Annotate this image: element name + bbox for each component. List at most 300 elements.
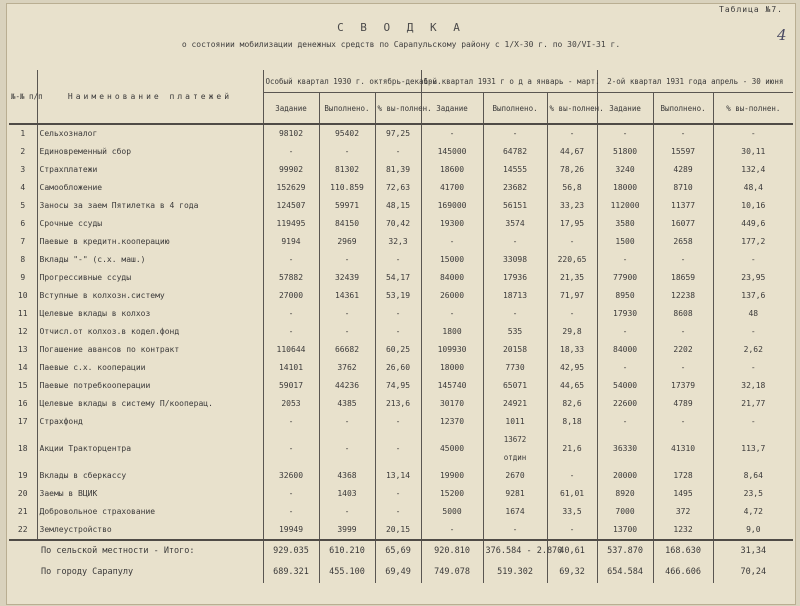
value-cell: - xyxy=(483,521,547,540)
value-cell: 24921 xyxy=(483,395,547,413)
table-row xyxy=(9,395,793,413)
value-cell: 177,2 xyxy=(741,237,766,246)
payment-name: Погашение авансов по контракт xyxy=(37,341,263,359)
value-cell: 4,72 xyxy=(743,507,763,516)
payment-name: Срочные ссуды xyxy=(37,215,263,233)
table-header xyxy=(9,70,793,124)
header-period-2: 1-й квартал 1931 г о д а январь - март. xyxy=(421,70,597,93)
value-cell: 48 xyxy=(748,309,759,318)
payment-name: Прогрессивные ссуды xyxy=(37,269,263,287)
value-cell: 4789 xyxy=(653,395,713,413)
row-number: 6 xyxy=(9,215,37,233)
value-cell: 220,65 xyxy=(547,251,597,269)
value-cell: 2053 xyxy=(263,395,319,413)
value-cell: 8,64 xyxy=(743,471,763,480)
value-cell: 20000 xyxy=(597,467,653,485)
value-cell: 9194 xyxy=(263,233,319,251)
value-cell: 26000 xyxy=(421,287,483,305)
value-cell: 19300 xyxy=(421,215,483,233)
value-cell: - xyxy=(319,251,375,269)
value-cell: 1011 xyxy=(483,413,547,431)
table-row xyxy=(9,215,793,233)
value-cell: - xyxy=(547,467,597,485)
table-row xyxy=(9,431,793,467)
document-page xyxy=(6,3,796,605)
value-cell: 19949 xyxy=(263,521,319,540)
payment-name: Вклады в сберкассу xyxy=(37,467,263,485)
value-cell: 9281 xyxy=(483,485,547,503)
value-cell xyxy=(483,431,547,467)
value-cell: 112000 xyxy=(597,197,653,215)
table-body xyxy=(9,124,793,583)
payment-name: Целевые вклады в колхоз xyxy=(37,305,263,323)
value-cell: 372 xyxy=(653,503,713,521)
table-row xyxy=(9,485,793,503)
value-cell: 59017 xyxy=(263,377,319,395)
value-cell: 98102 xyxy=(263,124,319,143)
value-cell: - xyxy=(375,503,421,521)
value-cell: - xyxy=(375,251,421,269)
value-cell: - xyxy=(421,124,483,143)
value-cell: 2670 xyxy=(483,467,547,485)
row-number: 14 xyxy=(9,359,37,377)
value-cell: 3762 xyxy=(319,359,375,377)
value-cell: 14361 xyxy=(319,287,375,305)
value-cell: 3999 xyxy=(319,521,375,540)
value-cell: 15200 xyxy=(421,485,483,503)
value-cell: - xyxy=(653,124,713,143)
value-cell: 7000 xyxy=(597,503,653,521)
value-cell: 20,15 xyxy=(375,521,421,540)
value-cell: - xyxy=(483,305,547,323)
value-cell: - xyxy=(421,233,483,251)
value-cell: 56,8 xyxy=(547,179,597,197)
value-cell: 95402 xyxy=(319,124,375,143)
payment-name: Целевые вклады в систему П/кооперац. xyxy=(37,395,263,413)
header-done: Выполнено. xyxy=(483,93,547,125)
value-cell: 2969 xyxy=(319,233,375,251)
table-row xyxy=(9,323,793,341)
value-cell: - xyxy=(263,251,319,269)
header-plan: Задание xyxy=(263,93,319,125)
value-cell: 5000 xyxy=(421,503,483,521)
value-cell: 65071 xyxy=(483,377,547,395)
value-cell: - xyxy=(421,521,483,540)
value-cell: - xyxy=(263,305,319,323)
value-cell: 54,17 xyxy=(375,269,421,287)
value-cell: 11377 xyxy=(653,197,713,215)
row-number: 17 xyxy=(9,413,37,431)
value-cell: - xyxy=(597,251,653,269)
value-cell: 23,95 xyxy=(741,273,766,282)
value-cell: 27000 xyxy=(263,287,319,305)
value-cell: 23682 xyxy=(483,179,547,197)
total-value-cell: 69,32 xyxy=(547,562,597,583)
value-cell: 33,23 xyxy=(547,197,597,215)
value-cell: 110644 xyxy=(263,341,319,359)
table-row xyxy=(9,503,793,521)
value-cell: 82,6 xyxy=(547,395,597,413)
value-cell: 54000 xyxy=(597,377,653,395)
value-cell: - xyxy=(547,305,597,323)
value-cell: - xyxy=(547,124,597,143)
total-value-cell: 749.078 xyxy=(421,562,483,583)
value-cell: 70,42 xyxy=(375,215,421,233)
value-cell: 4385 xyxy=(319,395,375,413)
header-payments: Наименование платежей xyxy=(37,70,263,124)
value-cell: - xyxy=(653,251,713,269)
value-cell: 59971 xyxy=(319,197,375,215)
value-cell: 109930 xyxy=(421,341,483,359)
value-cell: 17,95 xyxy=(547,215,597,233)
value-cell: - xyxy=(319,305,375,323)
value-cell: 61,01 xyxy=(547,485,597,503)
value-cell: 41310 xyxy=(653,431,713,467)
header-percent: % вы-полнен. xyxy=(375,93,421,125)
total-value-cell: 376.584 - 2.870 xyxy=(483,540,547,562)
payment-name: Страхфонд xyxy=(37,413,263,431)
value-cell: - xyxy=(263,485,319,503)
total-value-cell: 65,69 xyxy=(375,540,421,562)
header-done: Выполнено. xyxy=(653,93,713,125)
value-cell: - xyxy=(653,359,713,377)
table-row xyxy=(9,251,793,269)
total-value-cell: 31,34 xyxy=(713,540,793,562)
header-period-1: Особый квартал 1930 г. октябрь-декабрь. xyxy=(263,70,421,93)
value-cell-note: отдин xyxy=(503,453,527,462)
value-cell: - xyxy=(483,233,547,251)
value-cell: - xyxy=(750,129,756,138)
table-row xyxy=(9,161,793,179)
total-value-cell: 929.035 xyxy=(263,540,319,562)
table-row xyxy=(9,179,793,197)
value-cell: - xyxy=(319,143,375,161)
value-cell: 56151 xyxy=(483,197,547,215)
value-cell: 15597 xyxy=(653,143,713,161)
header-done: Выполнено. xyxy=(319,93,375,125)
payment-name: Акции Тракторцентра xyxy=(37,431,263,467)
total-value-cell: 654.584 xyxy=(597,562,653,583)
total-value-cell: 610.210 xyxy=(319,540,375,562)
value-cell: 1728 xyxy=(653,467,713,485)
value-cell: 17379 xyxy=(653,377,713,395)
value-cell: 60,25 xyxy=(375,341,421,359)
payment-name: Самообложение xyxy=(37,179,263,197)
value-cell: 21,6 xyxy=(547,431,597,467)
row-number: 9 xyxy=(9,269,37,287)
value-cell: 8920 xyxy=(597,485,653,503)
value-cell: 1800 xyxy=(421,323,483,341)
value-cell: 23,5 xyxy=(743,489,763,498)
summary-table xyxy=(9,70,793,583)
value-cell: 4368 xyxy=(319,467,375,485)
table-row xyxy=(9,287,793,305)
total-row xyxy=(9,540,793,562)
value-cell: 4289 xyxy=(653,161,713,179)
value-cell: 42,95 xyxy=(547,359,597,377)
value-cell: 8,18 xyxy=(547,413,597,431)
row-number: 5 xyxy=(9,197,37,215)
header-plan: Задание xyxy=(421,93,483,125)
value-cell: 1495 xyxy=(653,485,713,503)
row-number: 16 xyxy=(9,395,37,413)
value-cell: 15000 xyxy=(421,251,483,269)
value-cell: 32,18 xyxy=(741,381,766,390)
value-cell: 213,6 xyxy=(375,395,421,413)
table-number: Таблица №7. xyxy=(719,5,783,14)
value-cell: 84000 xyxy=(421,269,483,287)
table-row xyxy=(9,359,793,377)
value-cell: 2,62 xyxy=(743,345,763,354)
total-value-cell: 466.606 xyxy=(653,562,713,583)
row-number: 8 xyxy=(9,251,37,269)
value-cell: - xyxy=(375,485,421,503)
value-cell: 13700 xyxy=(597,521,653,540)
handwritten-mark: 4 xyxy=(777,26,787,44)
header-percent: % вы-полнен. xyxy=(547,93,597,125)
value-cell: - xyxy=(263,143,319,161)
value-cell: - xyxy=(319,431,375,467)
value-cell: 45000 xyxy=(421,431,483,467)
total-value-cell: 40,61 xyxy=(547,540,597,562)
row-number: 20 xyxy=(9,485,37,503)
value-cell: 14555 xyxy=(483,161,547,179)
value-cell: 152629 xyxy=(263,179,319,197)
value-cell: 12238 xyxy=(653,287,713,305)
value-cell: 32,3 xyxy=(375,233,421,251)
value-cell: 19900 xyxy=(421,467,483,485)
value-cell: 51800 xyxy=(597,143,653,161)
value-cell: - xyxy=(375,431,421,467)
total-value-cell: 168.630 xyxy=(653,540,713,562)
table-row xyxy=(9,413,793,431)
value-cell: 99902 xyxy=(263,161,319,179)
value-cell: 53,19 xyxy=(375,287,421,305)
value-cell: 2658 xyxy=(653,233,713,251)
total-row xyxy=(9,562,793,583)
document-subtitle: о состоянии мобилизации денежных средств по Сарапульскому району с 1/X-30 г. по 30/VI-31 г. xyxy=(181,40,621,49)
value-cell: 1500 xyxy=(597,233,653,251)
value-cell: 2202 xyxy=(653,341,713,359)
value-cell: 18713 xyxy=(483,287,547,305)
row-number: 22 xyxy=(9,521,37,540)
table-row xyxy=(9,377,793,395)
value-cell: 18,33 xyxy=(547,341,597,359)
row-number: 15 xyxy=(9,377,37,395)
payment-name: Паевые потребкооперации xyxy=(37,377,263,395)
value-cell: 33098 xyxy=(483,251,547,269)
total-label: По сельской местности - Итого: xyxy=(9,540,263,562)
row-number: 12 xyxy=(9,323,37,341)
value-cell: 32600 xyxy=(263,467,319,485)
value-cell: 44236 xyxy=(319,377,375,395)
header-row-number: №-№ п/п xyxy=(9,70,37,124)
total-value-cell: 689.321 xyxy=(263,562,319,583)
value-cell: 74,95 xyxy=(375,377,421,395)
value-cell: 32439 xyxy=(319,269,375,287)
value-cell: 137,6 xyxy=(741,291,766,300)
value-cell: 48,4 xyxy=(743,183,763,192)
table-row xyxy=(9,341,793,359)
row-number: 18 xyxy=(9,431,37,467)
value-cell: 3580 xyxy=(597,215,653,233)
row-number: 13 xyxy=(9,341,37,359)
value-cell: - xyxy=(375,143,421,161)
payment-name: Отчисл.от колхоз.в кодел.фонд xyxy=(37,323,263,341)
row-number: 11 xyxy=(9,305,37,323)
value-cell: 9,0 xyxy=(746,525,761,534)
row-number: 2 xyxy=(9,143,37,161)
total-value-cell: 70,24 xyxy=(740,567,767,577)
value-cell: 57882 xyxy=(263,269,319,287)
value-cell: 84000 xyxy=(597,341,653,359)
total-value-cell: 455.100 xyxy=(319,562,375,583)
header-period-3: 2-ой квартал 1931 года апрель - 30 июня xyxy=(597,70,793,93)
payment-name: Страхплатежи xyxy=(37,161,263,179)
value-cell: - xyxy=(597,124,653,143)
value-cell: - xyxy=(750,255,756,264)
value-cell: 81,39 xyxy=(375,161,421,179)
value-cell: - xyxy=(750,363,756,372)
value-cell: - xyxy=(597,323,653,341)
value-cell: 22600 xyxy=(597,395,653,413)
value-cell: 26,60 xyxy=(375,359,421,377)
payment-name: Добровольное страхование xyxy=(37,503,263,521)
row-number: 10 xyxy=(9,287,37,305)
value-cell: - xyxy=(421,305,483,323)
value-cell: 77900 xyxy=(597,269,653,287)
value-cell: 20158 xyxy=(483,341,547,359)
value-cell: - xyxy=(750,417,756,426)
value-cell: - xyxy=(547,521,597,540)
value-cell: 18659 xyxy=(653,269,713,287)
value-cell: 1232 xyxy=(653,521,713,540)
value-cell: 449,6 xyxy=(741,219,766,228)
value-cell: 3240 xyxy=(597,161,653,179)
table-row xyxy=(9,269,793,287)
row-number: 4 xyxy=(9,179,37,197)
value-cell: 7730 xyxy=(483,359,547,377)
value-cell: 1403 xyxy=(319,485,375,503)
value-cell: 72,63 xyxy=(375,179,421,197)
payment-name: Единовременный сбор xyxy=(37,143,263,161)
value-cell: 145740 xyxy=(421,377,483,395)
value-cell: 535 xyxy=(483,323,547,341)
value-cell: - xyxy=(483,124,547,143)
table-row xyxy=(9,521,793,540)
value-cell: - xyxy=(375,305,421,323)
row-number: 19 xyxy=(9,467,37,485)
value-cell: 17936 xyxy=(483,269,547,287)
value-cell: - xyxy=(653,323,713,341)
value-cell: - xyxy=(263,323,319,341)
payment-name: Заемы в ВЦИК xyxy=(37,485,263,503)
value-cell: - xyxy=(750,327,756,336)
value-cell: 10,16 xyxy=(741,201,766,210)
value-cell: 8950 xyxy=(597,287,653,305)
value-cell: 64782 xyxy=(483,143,547,161)
value-cell: 18600 xyxy=(421,161,483,179)
value-cell: 18000 xyxy=(597,179,653,197)
row-number: 21 xyxy=(9,503,37,521)
value-cell: 14101 xyxy=(263,359,319,377)
value-cell: 13,14 xyxy=(375,467,421,485)
total-label: По городу Сарапулу xyxy=(9,562,263,583)
header-percent: % вы-полнен. xyxy=(713,93,793,125)
value-cell: 8710 xyxy=(653,179,713,197)
table-row xyxy=(9,305,793,323)
value-cell: 17930 xyxy=(597,305,653,323)
payment-name: Вступные в колхозн.систему xyxy=(37,287,263,305)
value-cell: 119495 xyxy=(263,215,319,233)
total-value-cell: 920.810 xyxy=(421,540,483,562)
value-cell: 124507 xyxy=(263,197,319,215)
value-cell: - xyxy=(319,323,375,341)
value-cell: 16077 xyxy=(653,215,713,233)
value-cell: - xyxy=(375,323,421,341)
payment-name: Паевые с.х. кооперации xyxy=(37,359,263,377)
value-cell: - xyxy=(597,359,653,377)
value-cell: 30170 xyxy=(421,395,483,413)
value-cell: 81302 xyxy=(319,161,375,179)
value-cell: 84150 xyxy=(319,215,375,233)
value-cell: - xyxy=(547,233,597,251)
payment-name: Землеустройство xyxy=(37,521,263,540)
payment-name: Вклады "-" (с.х. маш.) xyxy=(37,251,263,269)
table-row xyxy=(9,467,793,485)
table-row xyxy=(9,233,793,251)
value-cell: 18000 xyxy=(421,359,483,377)
value-cell: 44,65 xyxy=(547,377,597,395)
value-cell: 12370 xyxy=(421,413,483,431)
value-cell: - xyxy=(375,413,421,431)
value-cell: 33,5 xyxy=(547,503,597,521)
value-cell: 145000 xyxy=(421,143,483,161)
value-cell: - xyxy=(263,503,319,521)
value-cell: 71,97 xyxy=(547,287,597,305)
value-cell: 48,15 xyxy=(375,197,421,215)
payment-name: Заносы за заем Пятилетка в 4 года xyxy=(37,197,263,215)
value-cell: 8608 xyxy=(653,305,713,323)
total-value-cell: 69,49 xyxy=(375,562,421,583)
table-row xyxy=(9,143,793,161)
value-cell: 3574 xyxy=(483,215,547,233)
value-cell: - xyxy=(319,413,375,431)
table-row xyxy=(9,124,793,143)
value-cell: 21,77 xyxy=(741,399,766,408)
value-cell: 169000 xyxy=(421,197,483,215)
row-number: 7 xyxy=(9,233,37,251)
table-row xyxy=(9,197,793,215)
total-value-cell: 537.870 xyxy=(597,540,653,562)
value-cell: - xyxy=(597,413,653,431)
payment-name: Сельхозналог xyxy=(37,124,263,143)
value-cell: 41700 xyxy=(421,179,483,197)
value-cell: 29,8 xyxy=(547,323,597,341)
value-cell: - xyxy=(653,413,713,431)
value-cell: - xyxy=(263,431,319,467)
value-cell: 78,26 xyxy=(547,161,597,179)
row-number: 3 xyxy=(9,161,37,179)
value-cell: 113,7 xyxy=(741,444,766,453)
value-cell: - xyxy=(319,503,375,521)
value-cell: 66682 xyxy=(319,341,375,359)
total-value-cell: 519.302 xyxy=(483,562,547,583)
value-cell-main: 13672 xyxy=(503,435,527,444)
document-title: С В О Д К А xyxy=(337,21,465,34)
value-cell: 30,11 xyxy=(741,147,766,156)
value-cell: 36330 xyxy=(597,431,653,467)
